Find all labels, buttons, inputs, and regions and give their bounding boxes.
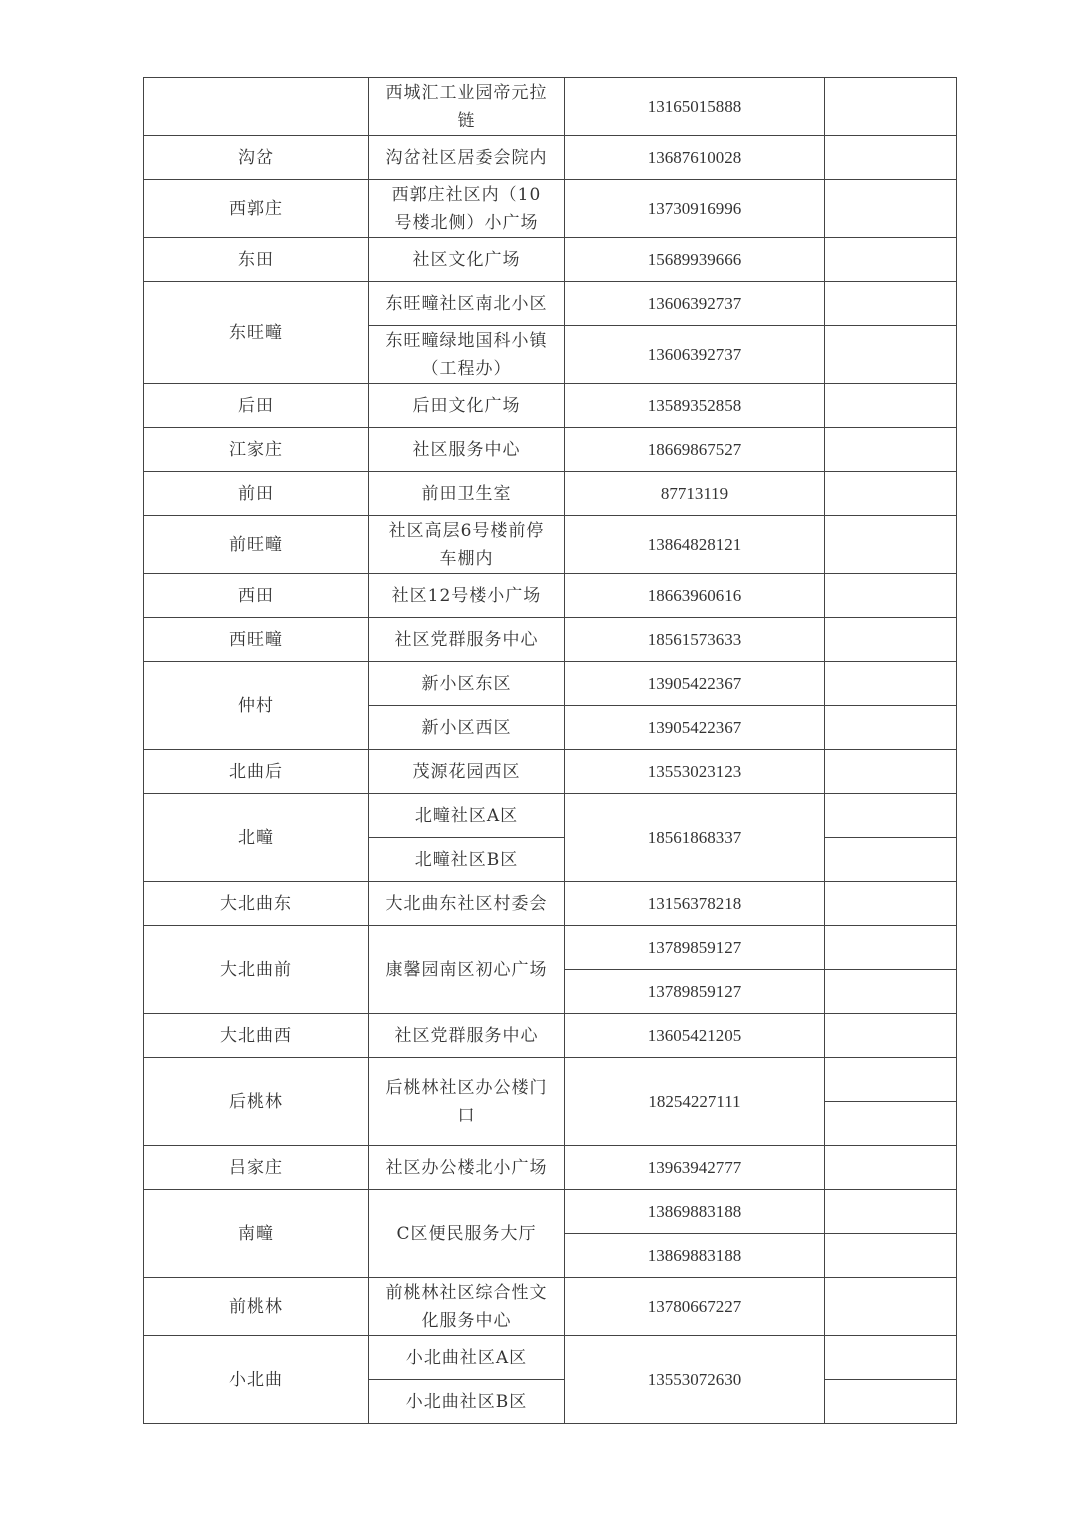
- location-cell: 大北曲东社区村委会: [369, 882, 565, 926]
- phone-cell: 13780667227: [565, 1278, 825, 1336]
- note-cell: [825, 136, 957, 180]
- community-cell: 前田: [144, 472, 369, 516]
- table-row: [144, 1278, 957, 1336]
- note-cell: [825, 1102, 957, 1146]
- location-cell: 茂源花园西区: [369, 750, 565, 794]
- note-cell: [825, 1146, 957, 1190]
- note-cell: [825, 516, 957, 574]
- table-body: [144, 78, 957, 1424]
- table-row: [144, 180, 957, 238]
- note-cell: [825, 1380, 957, 1424]
- phone-cell: 13789859127: [565, 970, 825, 1014]
- community-cell: 西田: [144, 574, 369, 618]
- phone-cell: 18561868337: [565, 794, 825, 882]
- document-page: [143, 77, 956, 1424]
- table-row: [144, 282, 957, 326]
- phone-cell: 13864828121: [565, 516, 825, 574]
- location-cell: 社区党群服务中心: [369, 618, 565, 662]
- community-cell: 大北曲西: [144, 1014, 369, 1058]
- table-row: [144, 1336, 957, 1380]
- community-cell: 东田: [144, 238, 369, 282]
- phone-cell: 13905422367: [565, 662, 825, 706]
- note-cell: [825, 838, 957, 882]
- note-cell: [825, 794, 957, 838]
- community-cell: 大北曲前: [144, 926, 369, 1014]
- table-row: [144, 78, 957, 136]
- table-row: [144, 1014, 957, 1058]
- phone-cell: 13589352858: [565, 384, 825, 428]
- phone-cell: 13156378218: [565, 882, 825, 926]
- location-cell: 社区高层6号楼前停车棚内: [369, 516, 565, 574]
- table-row: [144, 1146, 957, 1190]
- table-row: [144, 1058, 957, 1102]
- table-row: [144, 516, 957, 574]
- community-cell: 北疃: [144, 794, 369, 882]
- location-cell: 东旺疃社区南北小区: [369, 282, 565, 326]
- note-cell: [825, 180, 957, 238]
- note-cell: [825, 662, 957, 706]
- location-cell: C区便民服务大厅: [369, 1190, 565, 1278]
- note-cell: [825, 238, 957, 282]
- community-cell: 沟岔: [144, 136, 369, 180]
- location-cell: 康馨园南区初心广场: [369, 926, 565, 1014]
- location-cell: 前田卫生室: [369, 472, 565, 516]
- note-cell: [825, 618, 957, 662]
- phone-cell: 13789859127: [565, 926, 825, 970]
- table-row: [144, 384, 957, 428]
- phone-cell: 13553072630: [565, 1336, 825, 1424]
- phone-cell: 18669867527: [565, 428, 825, 472]
- location-cell: 社区服务中心: [369, 428, 565, 472]
- table-row: [144, 926, 957, 970]
- table-row: [144, 882, 957, 926]
- location-cell: 新小区西区: [369, 706, 565, 750]
- community-cell: 小北曲: [144, 1336, 369, 1424]
- community-cell: 东旺疃: [144, 282, 369, 384]
- location-cell: 北疃社区A区: [369, 794, 565, 838]
- phone-cell: 13869883188: [565, 1234, 825, 1278]
- phone-cell: 13606392737: [565, 326, 825, 384]
- location-cell: 社区12号楼小广场: [369, 574, 565, 618]
- phone-cell: 15689939666: [565, 238, 825, 282]
- table-row: [144, 618, 957, 662]
- table-row: [144, 662, 957, 706]
- note-cell: [825, 472, 957, 516]
- community-contact-table: [143, 77, 957, 1424]
- phone-cell: 13553023123: [565, 750, 825, 794]
- note-cell: [825, 384, 957, 428]
- location-cell: 西城汇工业园帝元拉链: [369, 78, 565, 136]
- table-row: [144, 136, 957, 180]
- phone-cell: 18561573633: [565, 618, 825, 662]
- phone-cell: 13687610028: [565, 136, 825, 180]
- note-cell: [825, 574, 957, 618]
- location-cell: 沟岔社区居委会院内: [369, 136, 565, 180]
- table-row: [144, 794, 957, 838]
- location-cell: 社区办公楼北小广场: [369, 1146, 565, 1190]
- community-cell: 后桃林: [144, 1058, 369, 1146]
- phone-cell: 13730916996: [565, 180, 825, 238]
- note-cell: [825, 750, 957, 794]
- community-cell: 大北曲东: [144, 882, 369, 926]
- location-cell: 前桃林社区综合性文化服务中心: [369, 1278, 565, 1336]
- community-cell: 仲村: [144, 662, 369, 750]
- table-row: [144, 574, 957, 618]
- note-cell: [825, 78, 957, 136]
- community-cell: 吕家庄: [144, 1146, 369, 1190]
- phone-cell: 18254227111: [565, 1058, 825, 1146]
- community-cell: 西旺疃: [144, 618, 369, 662]
- phone-cell: 13606392737: [565, 282, 825, 326]
- community-cell: 江家庄: [144, 428, 369, 472]
- note-cell: [825, 926, 957, 970]
- location-cell: 西郭庄社区内（10号楼北侧）小广场: [369, 180, 565, 238]
- note-cell: [825, 326, 957, 384]
- community-cell: 后田: [144, 384, 369, 428]
- table-row: [144, 1190, 957, 1234]
- location-cell: 后田文化广场: [369, 384, 565, 428]
- note-cell: [825, 1190, 957, 1234]
- note-cell: [825, 1234, 957, 1278]
- note-cell: [825, 970, 957, 1014]
- community-cell: 前旺疃: [144, 516, 369, 574]
- community-cell: 北曲后: [144, 750, 369, 794]
- table-row: [144, 472, 957, 516]
- phone-cell: 13605421205: [565, 1014, 825, 1058]
- phone-cell: 87713119: [565, 472, 825, 516]
- table-row: [144, 238, 957, 282]
- location-cell: 新小区东区: [369, 662, 565, 706]
- note-cell: [825, 428, 957, 472]
- location-cell: 后桃林社区办公楼门口: [369, 1058, 565, 1146]
- table-row: [144, 428, 957, 472]
- table-row: [144, 750, 957, 794]
- note-cell: [825, 706, 957, 750]
- phone-cell: 13165015888: [565, 78, 825, 136]
- note-cell: [825, 882, 957, 926]
- location-cell: 小北曲社区A区: [369, 1336, 565, 1380]
- location-cell: 北疃社区B区: [369, 838, 565, 882]
- phone-cell: 13869883188: [565, 1190, 825, 1234]
- note-cell: [825, 282, 957, 326]
- community-cell: 南疃: [144, 1190, 369, 1278]
- note-cell: [825, 1058, 957, 1102]
- location-cell: 社区党群服务中心: [369, 1014, 565, 1058]
- note-cell: [825, 1278, 957, 1336]
- community-cell: 西郭庄: [144, 180, 369, 238]
- community-cell: [144, 78, 369, 136]
- location-cell: 小北曲社区B区: [369, 1380, 565, 1424]
- note-cell: [825, 1014, 957, 1058]
- phone-cell: 18663960616: [565, 574, 825, 618]
- phone-cell: 13905422367: [565, 706, 825, 750]
- phone-cell: 13963942777: [565, 1146, 825, 1190]
- note-cell: [825, 1336, 957, 1380]
- location-cell: 社区文化广场: [369, 238, 565, 282]
- community-cell: 前桃林: [144, 1278, 369, 1336]
- location-cell: 东旺疃绿地国科小镇（工程办）: [369, 326, 565, 384]
